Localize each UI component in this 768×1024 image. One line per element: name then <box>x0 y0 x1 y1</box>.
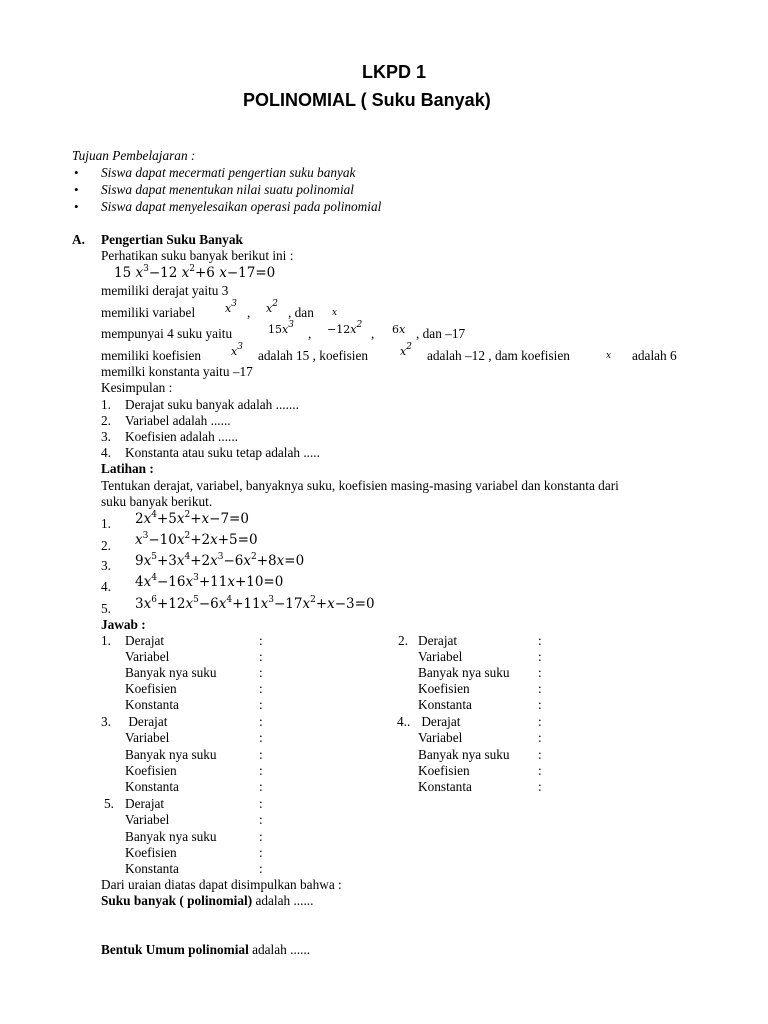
answer-label: Banyak nya suku <box>125 829 217 844</box>
exercise-num: 5. <box>101 601 111 616</box>
exercise-equation: $9x^5+3x^4+2x^3-6x^2+8x=0$ <box>135 552 305 569</box>
latihan-text-1: Tentukan derajat, variabel, banyaknya suku, koefisien masing-masing variabel dan konstanta dari <box>101 478 619 493</box>
intro-text: Perhatikan suku banyak berikut ini : <box>101 248 294 263</box>
koef-x2: $x^2$ <box>400 342 412 358</box>
answer-num: 5. <box>104 796 114 811</box>
answer-colon: : <box>259 730 263 745</box>
answer-colon: : <box>538 697 542 712</box>
answer-num: 2. <box>398 633 408 648</box>
answer-label: Koefisien <box>125 845 177 860</box>
answer-label-derajat: Derajat <box>125 633 165 648</box>
koef-prefix: memiliki koefisien <box>101 348 202 363</box>
kesimpulan-item: Variabel adalah ...... <box>125 413 231 428</box>
answer-colon: : <box>538 779 542 794</box>
kesimpulan-item: Koefisien adalah ...... <box>125 429 238 444</box>
exercise-num: 1. <box>101 516 111 531</box>
answer-colon: : <box>259 845 263 860</box>
answer-label-derajat: Derajat <box>418 714 461 729</box>
answer-label: Konstanta <box>418 779 472 794</box>
answer-label: Banyak nya suku <box>125 665 217 680</box>
answer-label-derajat: Derajat <box>125 796 165 811</box>
answer-label: Konstanta <box>418 697 472 712</box>
answer-label-derajat: Derajat <box>125 714 168 729</box>
answer-num: 4.. <box>397 714 411 729</box>
answer-colon: : <box>538 730 542 745</box>
main-equation: 15 $x^3-12$ $x^2+6$ x−17=0 <box>114 264 276 281</box>
answer-label: Konstanta <box>125 697 179 712</box>
bullet-icon: • <box>74 199 79 214</box>
exercise-equation: $4x^4-16x^3+11x+10=0$ <box>135 573 284 590</box>
answer-label: Variabel <box>418 730 463 745</box>
answer-colon: : <box>259 747 263 762</box>
tujuan-heading: Tujuan Pembelajaran : <box>72 148 196 163</box>
konstanta-line: memilki konstanta yaitu –17 <box>101 364 253 379</box>
koef-mid2: adalah –12 , dam koefisien <box>427 348 570 363</box>
variabel-prefix: memiliki variabel <box>101 305 196 320</box>
title-line1: LKPD 1 <box>362 62 427 82</box>
bullet-icon: • <box>74 182 79 197</box>
section-a-label: A. <box>72 232 85 247</box>
suku-prefix: mempunyai 4 suku yaitu <box>101 326 233 341</box>
suku-dan: , dan –17 <box>416 326 466 341</box>
answer-colon: : <box>259 697 263 712</box>
jawab-heading: Jawab : <box>101 617 146 632</box>
answer-label: Variabel <box>418 649 463 664</box>
bentuk-umum-bold: Bentuk Umum polinomial <box>101 942 249 957</box>
bentuk-umum-rest: adalah ...... <box>248 942 311 957</box>
koef-x3: $x^3$ <box>231 342 243 358</box>
exercise-equation: $x^3-10x^2+2x+5=0$ <box>135 531 258 548</box>
tujuan-item-1: Siswa dapat mecermati pengertian suku banyak <box>101 165 356 180</box>
latihan-text-2: suku banyak berikut. <box>101 494 213 509</box>
bullet-icon: • <box>74 165 79 180</box>
var-x: x <box>332 308 338 318</box>
comma: , <box>308 326 312 341</box>
answer-colon: : <box>538 681 542 696</box>
answer-num: 1. <box>101 633 111 648</box>
answer-colon: : <box>538 714 542 729</box>
answer-colon: : <box>259 633 263 648</box>
answer-colon: : <box>259 796 263 811</box>
answer-label: Koefisien <box>125 763 177 778</box>
exercise-equation: $3x^6+12x^5-6x^4+11x^3-17x^2+x-3=0$ <box>135 595 375 612</box>
answer-colon: : <box>259 681 263 696</box>
var-x2: $x^2$ <box>266 299 278 315</box>
answer-label: Banyak nya suku <box>418 747 510 762</box>
answer-label: Koefisien <box>125 681 177 696</box>
answer-colon: : <box>538 747 542 762</box>
exercise-num: 3. <box>101 558 111 573</box>
exercise-num: 2. <box>101 538 111 553</box>
tujuan-item-3: Siswa dapat menyelesaikan operasi pada polinomial <box>101 199 382 214</box>
answer-colon: : <box>538 633 542 648</box>
kesimpulan-num: 1. <box>101 397 111 412</box>
comma: , <box>371 326 375 341</box>
answer-label: Banyak nya suku <box>125 747 217 762</box>
variabel-dan: , dan <box>288 305 314 320</box>
answer-label: Variabel <box>125 730 170 745</box>
kesimpulan-num: 2. <box>101 413 111 428</box>
answer-colon: : <box>538 763 542 778</box>
kesimpulan-heading: Kesimpulan : <box>101 380 173 395</box>
answer-colon: : <box>259 779 263 794</box>
suku-term-3: 6x <box>392 323 406 336</box>
bentuk-umum-line <box>101 942 310 958</box>
kesimpulan-item: Derajat suku banyak adalah ....... <box>125 397 299 412</box>
koef-end: adalah 6 <box>632 348 677 363</box>
answer-colon: : <box>259 812 263 827</box>
section-a-title: Pengertian Suku Banyak <box>101 232 243 247</box>
tujuan-item-2: Siswa dapat menentukan nilai suatu polinomial <box>101 182 355 197</box>
dari-uraian: Dari uraian diatas dapat disimpulkan bahwa : <box>101 877 342 892</box>
var-x3: $x^3$ <box>225 299 237 315</box>
kesimpulan-num: 4. <box>101 445 111 460</box>
answer-label: Konstanta <box>125 779 179 794</box>
answer-colon: : <box>259 714 263 729</box>
suku-term-1: $15x^3$ <box>268 320 294 336</box>
answer-colon: : <box>259 665 263 680</box>
suku-banyak-rest: adalah ...... <box>252 893 314 908</box>
kesimpulan-num: 3. <box>101 429 111 444</box>
title-line2: POLINOMIAL ( Suku Banyak) <box>243 90 491 110</box>
koef-x: x <box>606 351 612 361</box>
derajat-line: memiliki derajat yaitu 3 <box>101 283 229 298</box>
answer-label: Variabel <box>125 812 170 827</box>
koef-mid1: adalah 15 , koefisien <box>258 348 369 363</box>
suku-banyak-line <box>101 893 313 909</box>
suku-banyak-bold: Suku banyak ( polinomial) <box>101 893 253 908</box>
answer-colon: : <box>259 861 263 876</box>
answer-label: Koefisien <box>418 763 470 778</box>
answer-label: Konstanta <box>125 861 179 876</box>
answer-label-derajat: Derajat <box>418 633 458 648</box>
suku-term-2: $-12x^2$ <box>327 320 363 336</box>
answer-colon: : <box>259 829 263 844</box>
answer-colon: : <box>259 649 263 664</box>
answer-label: Koefisien <box>418 681 470 696</box>
answer-label: Variabel <box>125 649 170 664</box>
exercise-num: 4. <box>101 579 111 594</box>
comma: , <box>247 305 251 320</box>
answer-colon: : <box>538 665 542 680</box>
latihan-heading: Latihan : <box>101 461 154 476</box>
answer-colon: : <box>538 649 542 664</box>
answer-label: Banyak nya suku <box>418 665 510 680</box>
answer-num: 3. <box>101 714 111 729</box>
answer-colon: : <box>259 763 263 778</box>
exercise-equation: $2x^4+5x^2+x-7=0$ <box>135 510 249 527</box>
kesimpulan-item: Konstanta atau suku tetap adalah ..... <box>125 445 320 460</box>
